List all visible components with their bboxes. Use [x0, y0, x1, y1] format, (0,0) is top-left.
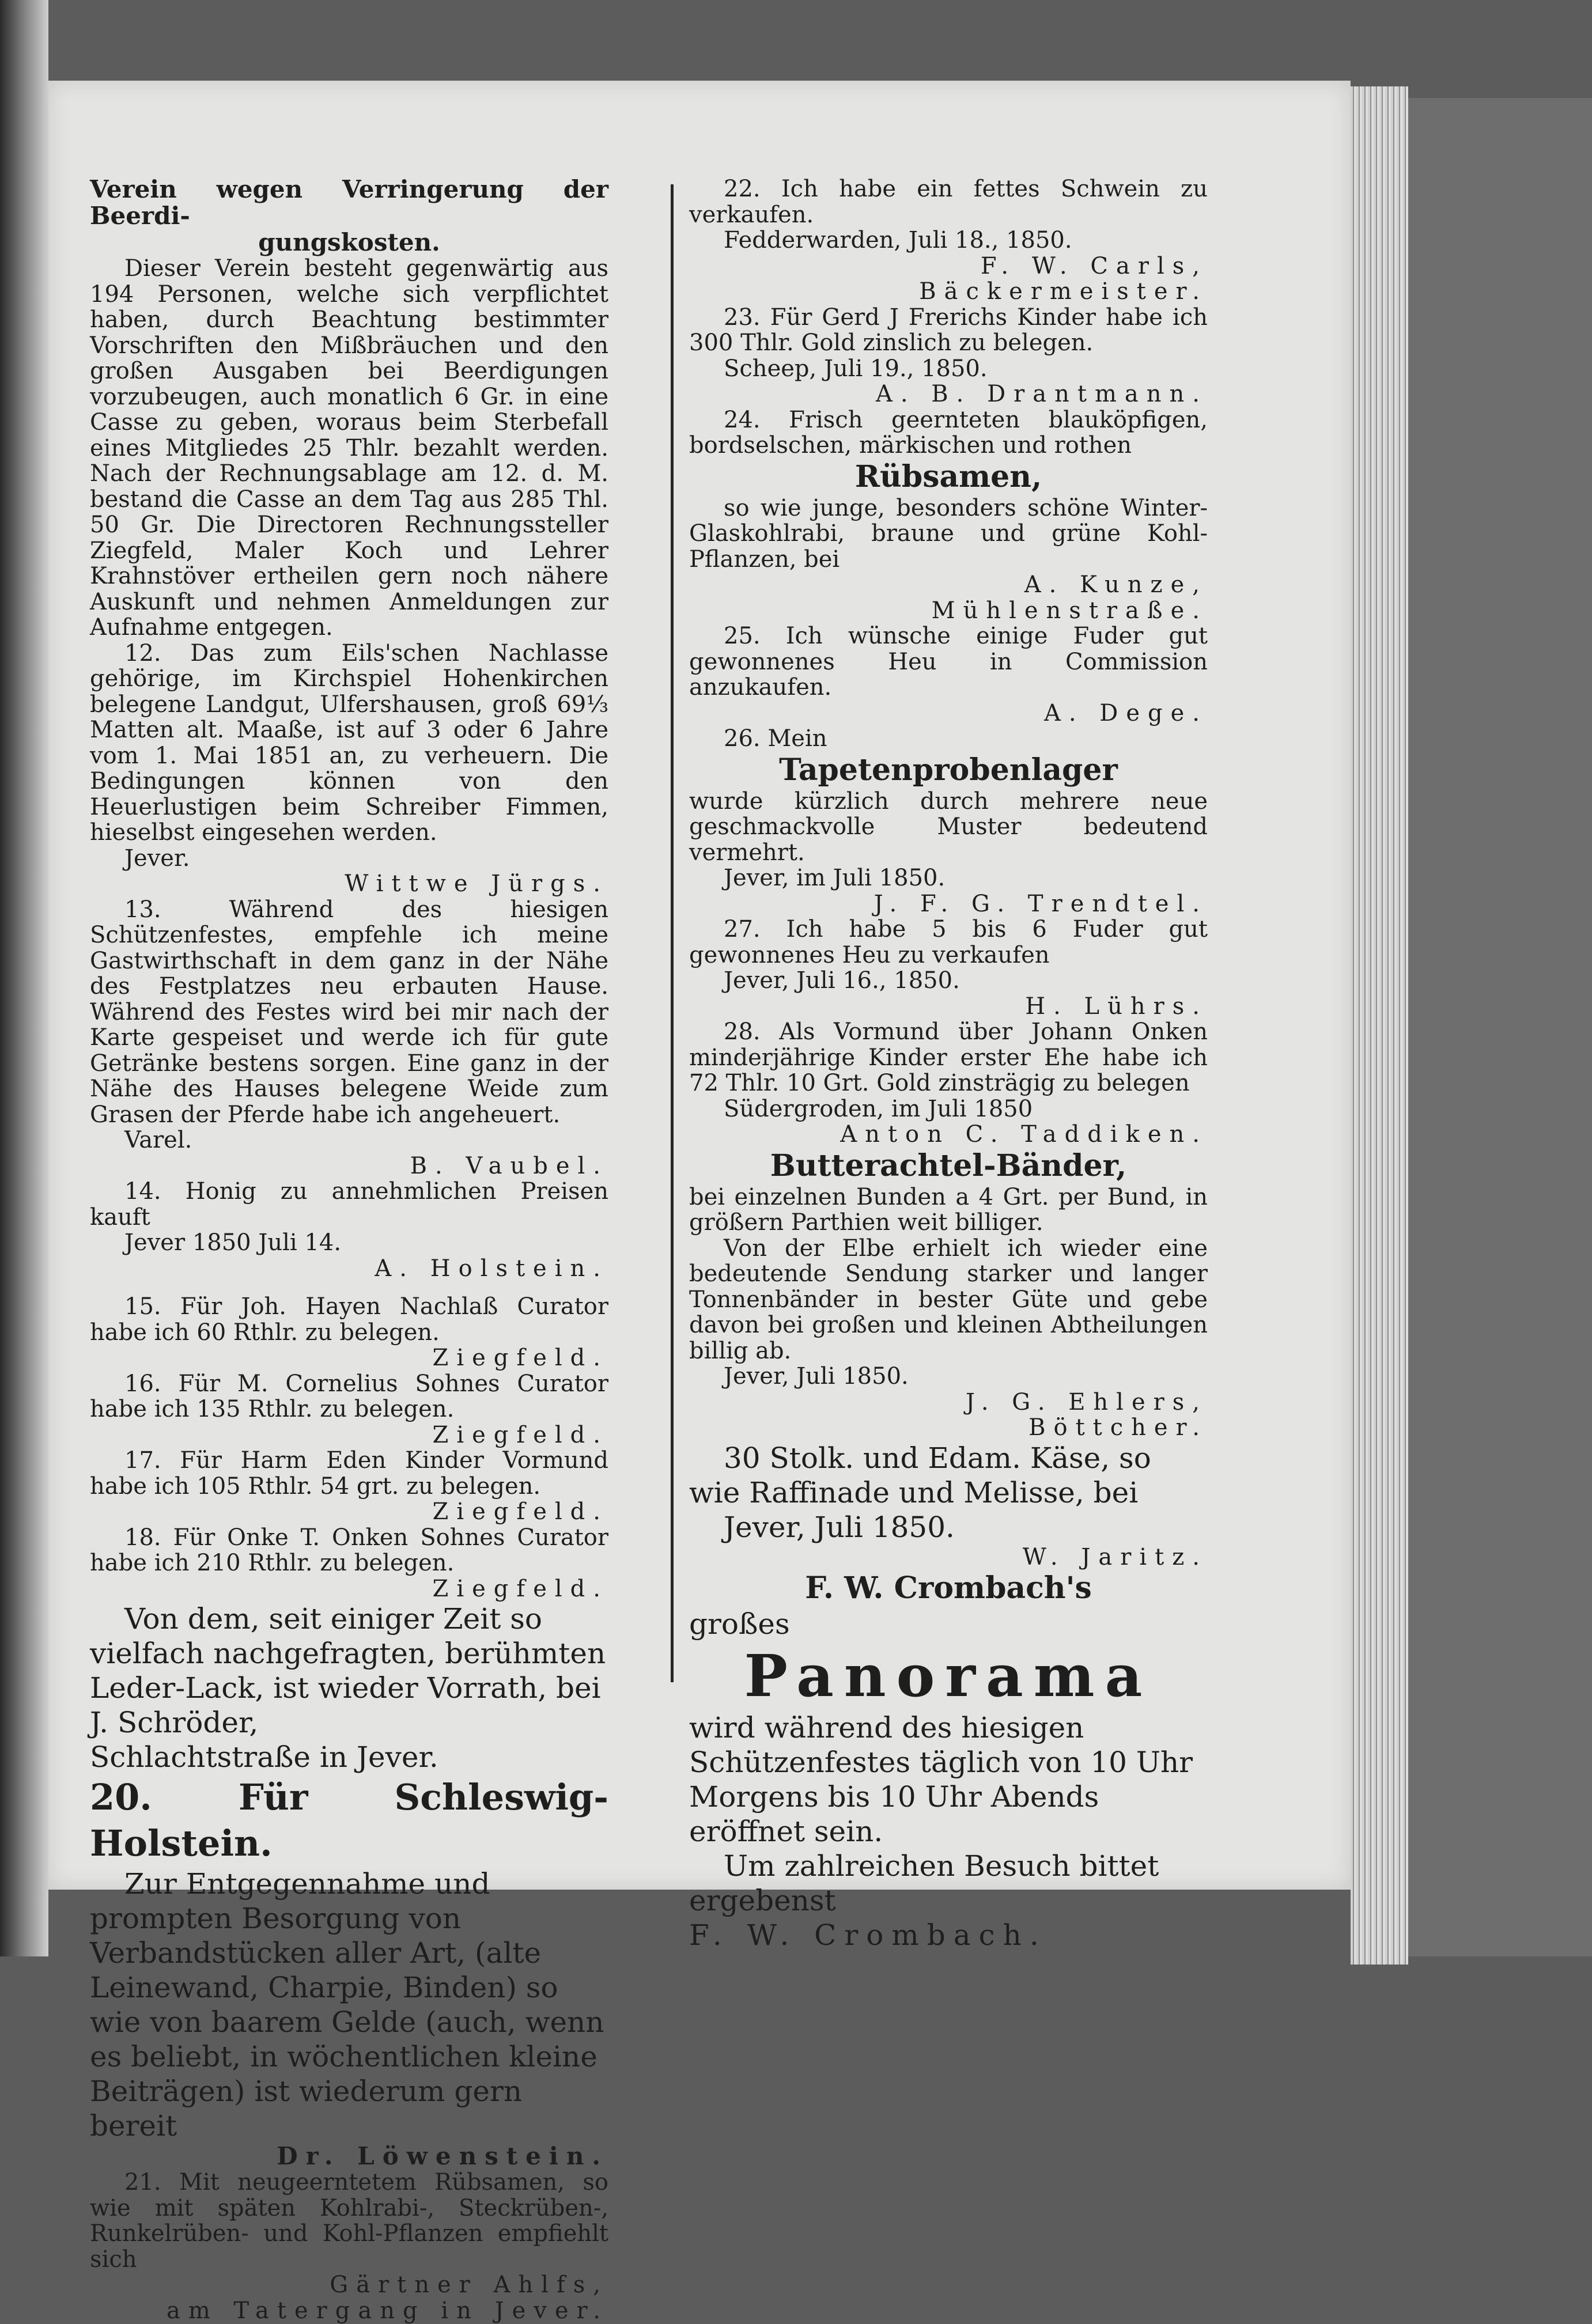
- left-text-block-23: 20. Für Schleswig-Holstein.: [90, 1776, 608, 1864]
- book-page-edges: [1351, 86, 1408, 1965]
- left-text-block-21: Von dem, seit einiger Zeit so vielfach nachgefragten, berühmten Leder-Lack, ist wieder Vorrath, bei J. Schröder,: [90, 1602, 606, 1739]
- right-text-block-5: Scheep, Juli 19., 1850.: [724, 355, 988, 382]
- left-text-block-16: Ziegfeld.: [432, 1421, 608, 1448]
- right-column: [689, 176, 1208, 1952]
- right-text-block-31: 30 Stolk. und Edam. Käse, so wie Raffinade und Melisse, bei: [689, 1441, 1151, 1509]
- right-text-block-19: 27. Ich habe 5 bis 6 Fuder gut gewonnenes Heu zu verkaufen: [689, 916, 1208, 968]
- right-text-block-39: F. W. Crombach.: [689, 1918, 1047, 1952]
- column-rule: [671, 184, 674, 1682]
- right-text-block-32: Jever, Juli 1850.: [724, 1510, 955, 1544]
- right-text-block-20: Jever, Juli 16., 1850.: [724, 967, 960, 994]
- right-text-block-1: Fedderwarden, Juli 18., 1850.: [724, 227, 1072, 253]
- left-text-block-9: 14. Honig zu annehmlichen Preisen kauft: [90, 1178, 608, 1231]
- spacer: [90, 1281, 608, 1294]
- left-text-block-24: Zur Entgegennahme und prompten Besorgung von Verbandstücken aller Art, (alte Leinewand, Charpie, Binden) so wie von baarem Gelde (auch, wenn es beliebt, in wöchentlichen kleine Beiträgen) ist wiederum gern bereit: [90, 1867, 604, 2143]
- right-text-block-17: Jever, im Juli 1850.: [724, 865, 946, 891]
- right-text-block-27: Von der Elbe erhielt ich wieder eine bedeutende Sendung starker und langer Tonnenbänder in bester Güte und gebe davon bei großen und kleinen Abtheilungen billig ab.: [689, 1235, 1208, 1364]
- right-text-block-21: H. Lührs.: [1025, 993, 1208, 1020]
- right-text-block-2: F. W. Carls,: [980, 252, 1208, 279]
- right-text-block-6: A. B. Drantmann.: [875, 381, 1208, 407]
- right-text-block-34: F. W. Crombach's: [805, 1570, 1092, 1606]
- right-text-block-28: Jever, Juli 1850.: [724, 1363, 909, 1390]
- right-text-block-18: J. F. G. Trendtel.: [873, 890, 1208, 917]
- right-text-block-36: Panorama: [744, 1642, 1153, 1710]
- left-text-block-5: Wittwe Jürgs.: [345, 870, 608, 897]
- right-text-block-30: Böttcher.: [1028, 1414, 1208, 1441]
- left-text-block-20: Ziegfeld.: [432, 1575, 608, 1602]
- right-text-block-9: so wie junge, besonders schöne Winter-Glaskohlrabi, braune und grüne Kohl-Pflanzen, bei: [689, 494, 1208, 573]
- left-text-block-1: gungskosten.: [258, 228, 440, 256]
- right-text-block-10: A. Kunze,: [1024, 571, 1208, 598]
- right-text-block-29: J. G. Ehlers,: [965, 1388, 1208, 1415]
- right-text-block-35: großes: [689, 1607, 790, 1641]
- right-text-block-7: 24. Frisch geernteten blauköpfigen, bordselschen, märkischen und rothen: [689, 406, 1208, 459]
- right-text-block-15: Tapetenprobenlager: [779, 752, 1118, 788]
- left-text-block-0: Verein wegen Verringerung der Beerdi-: [90, 175, 608, 230]
- left-text-block-6: 13. Während des hiesigen Schützenfestes, empfehle ich meine Gastwirthschaft in dem ganz in der Nähe des Festplatzes neu erbauten Hause. Während des Festes wird bei mir nach der Karte gespeiset und werde ich für gute Getränke bestens sorgen. Eine ganz in der Nähe des Hauses belegene Weide zum Grasen der Pferde habe ich angeheuert.: [90, 896, 608, 1128]
- right-text-block-12: 25. Ich wünsche einige Fuder gut gewonnenes Heu in Commission anzukaufen.: [689, 623, 1208, 701]
- right-text-block-13: A. Dege.: [1043, 699, 1208, 726]
- left-text-block-7: Varel.: [124, 1127, 192, 1153]
- left-text-block-10: Jever 1850 Juli 14.: [124, 1229, 342, 1256]
- right-text-block-24: Anton C. Taddiken.: [840, 1121, 1208, 1148]
- left-column: [90, 176, 608, 2323]
- left-text-block-18: Ziegfeld.: [432, 1498, 608, 1525]
- left-text-block-3: 12. Das zum Eils'schen Nachlasse gehörige, im Kirchspiel Hohenkirchen belegene Landgut, Ulfershausen, groß 69⅓ Matten alt. Maaße, ist auf 3 oder 6 Jahre vom 1. Mai 1851 an, zu verheuern. Die Bedingungen können von den Heuerlustigen beim Schreiber Fimmen, hieselbst eingesehen werden.: [90, 639, 608, 846]
- right-text-block-3: Bäckermeister.: [919, 278, 1208, 305]
- right-text-block-16: wurde kürzlich durch mehrere neue geschmackvolle Muster bedeutend vermehrt.: [689, 788, 1208, 866]
- right-text-block-8: Rübsamen,: [854, 459, 1042, 494]
- previous-page-edge: [0, 0, 48, 1956]
- book-cover: [1408, 98, 1592, 1956]
- right-text-block-33: W. Jaritz.: [1022, 1543, 1208, 1570]
- left-text-block-2: Dieser Verein besteht gegenwärtig aus 194 Personen, welche sich verpflichtet haben, durch Beachtung bestimmter Vorschriften den Mißbräuchen und den großen Ausgaben bei Beerdigungen vorzubeugen, auch monatlich 6 Gr. in eine Casse zu geben, woraus beim Sterbefall eines Mitgliedes 25 Thlr. bezahlt werden. Nach der Rechnungsablage am 12. d. M. bestand die Casse an dem Tag aus 285 Thl. 50 Gr. Die Directoren Rechnungssteller Ziegfeld, Maler Koch und Lehrer Krahnstöver ertheilen gern noch nähere Auskunft und nehmen Anmeldungen zur Aufnahme entgegen.: [90, 255, 608, 641]
- right-text-block-22: 28. Als Vormund über Johann Onken minderjährige Kinder erster Ehe habe ich 72 Thlr. 10 Grt. Gold zinsträgig zu belegen: [689, 1019, 1208, 1096]
- left-text-block-28: am Tatergang in Jever.: [166, 2297, 608, 2324]
- right-text-block-26: bei einzelnen Bunden a 4 Grt. per Bund, in größern Parthien weit billiger.: [689, 1183, 1208, 1236]
- right-text-block-14: 26. Mein: [724, 725, 827, 752]
- left-text-block-13: 15. Für Joh. Hayen Nachlaß Curator habe ich 60 Rthlr. zu belegen.: [90, 1293, 608, 1346]
- left-text-block-14: Ziegfeld.: [432, 1345, 608, 1371]
- left-text-block-11: A. Holstein.: [375, 1255, 608, 1282]
- left-text-block-27: Gärtner Ahlfs,: [330, 2272, 608, 2298]
- left-text-block-8: B. Vaubel.: [410, 1152, 608, 1179]
- right-text-block-25: Butterachtel-Bänder,: [770, 1148, 1127, 1183]
- left-text-block-22: Schlachtstraße in Jever.: [90, 1740, 438, 1774]
- left-text-block-26: 21. Mit neugeerntetem Rübsamen, so wie mit späten Kohlrabi-, Steckrüben-, Runkelrüben- und Kohl-Pflanzen empfiehlt sich: [90, 2169, 608, 2273]
- left-text-block-17: 17. Für Harm Eden Kinder Vormund habe ich 105 Rthlr. 54 grt. zu belegen.: [90, 1447, 608, 1500]
- left-text-block-4: Jever.: [124, 845, 190, 872]
- right-text-block-37: wird während des hiesigen Schützenfestes täglich von 10 Uhr Morgens bis 10 Uhr Abends eröffnet sein.: [689, 1711, 1193, 1848]
- left-text-block-19: 18. Für Onke T. Onken Sohnes Curator habe ich 210 Rthlr. zu belegen.: [90, 1524, 608, 1576]
- left-text-block-15: 16. Für M. Cornelius Sohnes Curator habe ich 135 Rthlr. zu belegen.: [90, 1370, 608, 1422]
- left-text-block-25: Dr. Löwenstein.: [277, 2142, 608, 2170]
- right-text-block-11: Mühlenstraße.: [931, 597, 1208, 624]
- right-text-block-38: Um zahlreichen Besuch bittet ergebenst: [689, 1849, 1159, 1917]
- right-text-block-0: 22. Ich habe ein fettes Schwein zu verkaufen.: [689, 176, 1208, 228]
- right-text-block-4: 23. Für Gerd J Frerichs Kinder habe ich 300 Thlr. Gold zinslich zu belegen.: [689, 304, 1208, 356]
- right-text-block-23: Südergroden, im Juli 1850: [724, 1095, 1033, 1122]
